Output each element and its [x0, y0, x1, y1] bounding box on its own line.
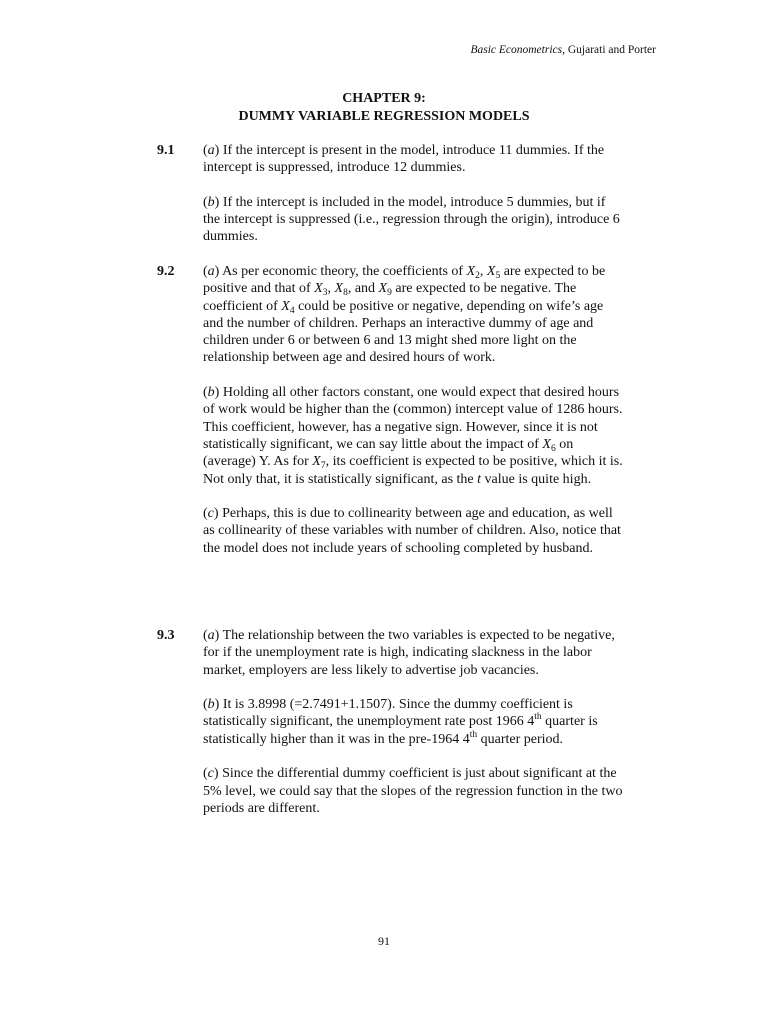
variable-x: X	[334, 281, 344, 297]
text-segment: Holding all other factors constant, one would expect that desired hours of work would be higher than the (common) intercept value of 1286 hours. This coefficient, however, has a negative sign. However, since it is not statistically significant, we can say little about the impact of	[203, 385, 623, 452]
part-label: a	[207, 143, 215, 158]
variable-subscript: 8	[343, 288, 348, 299]
answer-part-b: (b) Holding all other factors constant, one would expect that desired hours of work would be higher than the (common) intercept value of 1286 hours. This coefficient, however, has a negative sign. However, since it is not statistically significant, we can say little about the impact of $X_6$ on (average) Y. As for $X_7$, its coefficient is expected to be positive, which it is. Not only that, it is statistically significant, as the t value is quite high.	[203, 385, 623, 487]
text-segment: quarter is statistically higher than it was in the pre-1964 4	[203, 714, 598, 747]
text-segment: on (average) Y. As for	[203, 436, 574, 470]
chapter-title: DUMMY VARIABLE REGRESSION MODELS	[238, 109, 530, 124]
running-header	[470, 44, 656, 56]
text-segment: are expected to be positive and that of	[203, 264, 606, 297]
answer-part-a: (a) If the intercept is present in the model, introduce 11 dummies. If the intercept is suppressed, introduce 12 dummies.	[203, 143, 605, 176]
text-segment: ,	[327, 281, 335, 297]
variable-x: X	[486, 264, 496, 279]
text-segment: It is 3.8998 (=2.7491+1.1507). Since the dummy coefficient is statistically significant, the unemployment rate post 1966 4	[203, 697, 573, 730]
problem-body	[203, 627, 623, 817]
text-segment: ,	[479, 264, 487, 279]
variable-x: X	[314, 281, 323, 297]
problem-body	[203, 142, 623, 246]
variable-subscript: 4	[289, 305, 295, 316]
variable-x: X	[542, 436, 551, 452]
variable-subscript: 5	[495, 271, 501, 281]
text-segment: value is quite high.	[481, 471, 592, 487]
part-text: If the intercept is included in the model, introduce 5 dummies, but if the intercept is suppressed (i.e., regression through the origin), introduce 6 dummies.	[203, 194, 620, 245]
part-label: a	[207, 264, 215, 279]
variable-x: X	[281, 298, 290, 314]
part-label: b	[207, 697, 215, 713]
problem-body	[203, 263, 623, 557]
answer-part-a: (a) The relationship between the two variables is expected to be negative, for if the unemployment rate is high, indicating slackness in the labor market, employers are less likely to advertise job vacancies.	[203, 628, 615, 678]
answer-part-c: (c) Perhaps, this is due to collinearity between age and education, as well as collinearity of these variables with number of children. Also, notice that the model does not include years of schooling completed by husband.	[203, 506, 621, 556]
variable-subscript: 2	[475, 271, 480, 281]
variable-x: X	[378, 281, 388, 297]
part-text: Perhaps, this is due to collinearity between age and education, as well as collinearity of these variables with number of children. Also, notice that the model does not include years of schooling completed by husband.	[203, 506, 621, 556]
variable-x: X	[466, 264, 476, 279]
ordinal-superscript: th	[469, 729, 478, 740]
part-label: c	[207, 506, 214, 522]
problem-number: 9.3	[157, 628, 175, 643]
part-label: b	[207, 194, 215, 210]
answer-part-c: (c) Since the differential dummy coefficient is just about significant at the 5% level, we could say that the slopes of the regression function in the two periods are different.	[203, 766, 623, 816]
part-label: c	[207, 766, 214, 782]
text-segment: are expected to be negative. The coefficient of	[203, 281, 577, 314]
answer-part-b: (b) If the intercept is included in the model, introduce 5 dummies, but if the intercept is suppressed (i.e., regression through the origin), introduce 6 dummies.	[203, 194, 620, 245]
part-text: Since the differential dummy coefficient is just about significant at the 5% level, we could say that the slopes of the regression function in the two periods are different.	[203, 766, 623, 816]
chapter-number: CHAPTER 9:	[342, 91, 426, 106]
variable-subscript: 9	[387, 288, 392, 299]
variable-subscript: 3	[322, 288, 328, 299]
ordinal-superscript: th	[534, 712, 542, 723]
answer-part-b: (b) It is 3.8998 (=2.7491+1.1507). Since the dummy coefficient is statistically significant, the unemployment rate post 1966 4th quarter is statistically higher than it was in the pre-1964 4th quarter period.	[203, 697, 598, 747]
book-title: Basic Econometrics	[470, 44, 563, 56]
problem-number: 9.1	[157, 143, 175, 158]
text-segment: As per economic theory, the coefficients of	[219, 264, 467, 279]
variable-subscript: 6	[550, 443, 556, 454]
chapter-heading	[0, 90, 768, 126]
page-number: 91	[378, 934, 390, 948]
text-segment: , and	[347, 281, 379, 297]
text-segment: quarter period.	[477, 731, 564, 747]
part-text: The relationship between the two variables is expected to be negative, for if the unemployment rate is high, indicating slackness in the labor market, employers are less likely to advertise job vacancies.	[203, 628, 615, 678]
variable-subscript: 7	[320, 461, 326, 472]
t-statistic-symbol: t	[477, 471, 482, 487]
answer-part-a: (a) As per economic theory, the coefficients of $X_2$, $X_5$ are expected to be positive and that of $X_3$, $X_8$, and $X_9$ are expected to be negative. The coefficient of $X_4$ could be positive or negative, depending on wife’s age and the number of children. Perhaps an interactive dummy of age and children under 6 or between 6 and 13 might shed more light on the relationship between age and desired hours of work.	[203, 264, 606, 366]
part-label: a	[207, 628, 215, 643]
text-segment: , its coefficient is expected to be positive, which it is. Not only that, it is statistically significant, as the	[203, 454, 623, 487]
text-segment: could be positive or negative, depending on wife’s age and the number of children. Perhaps an interactive dummy of age and children under 6 or between 6 and 13 might shed more light on the relationship between age and desired hours of work.	[203, 298, 604, 366]
part-text: If the intercept is present in the model, introduce 11 dummies. If the intercept is suppressed, introduce 12 dummies.	[203, 143, 605, 176]
variable-x: X	[312, 454, 321, 470]
part-label: b	[207, 385, 215, 401]
book-authors: , Gujarati and Porter	[562, 44, 656, 56]
problem-number: 9.2	[157, 264, 175, 279]
